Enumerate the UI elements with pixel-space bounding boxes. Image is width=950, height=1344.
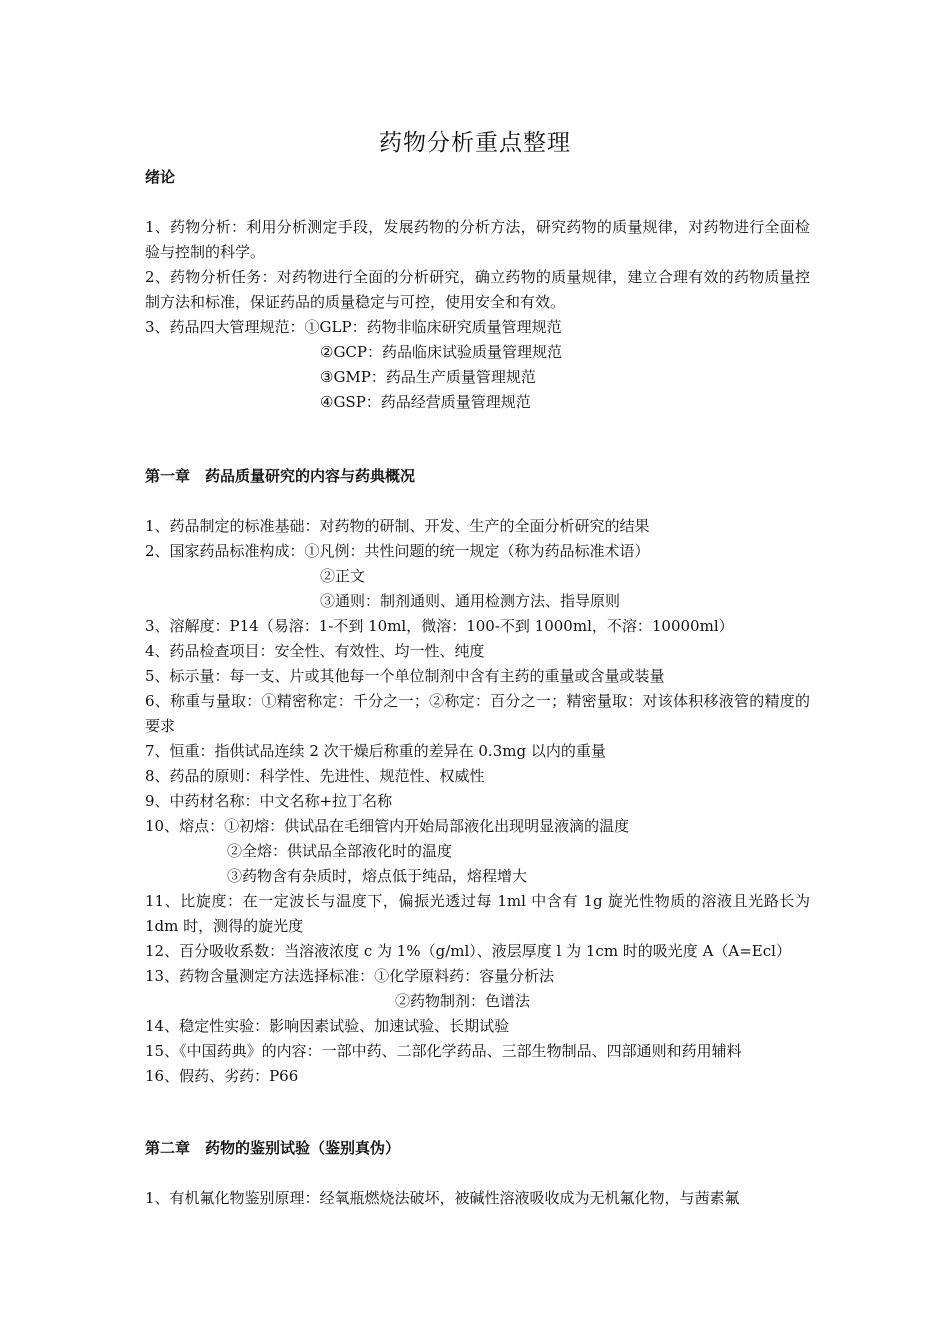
section-chapter2 — [145, 1136, 810, 1211]
list-subitem: ④GSP：药品经营质量管理规范 — [320, 393, 531, 411]
list-item: 2、药物分析任务：对药物进行全面的分析研究，确立药物的质量规律，建立合理有效的药物质量控制方法和标准，保证药品的质量稳定与可控，使用安全和有效。 — [145, 268, 810, 311]
list-item: 1、有机氟化物鉴别原理：经氧瓶燃烧法破坏，被碱性溶液吸收成为无机氟化物，与茜素氟 — [145, 1189, 740, 1207]
list-subitem: ②GCP：药品临床试验质量管理规范 — [320, 343, 563, 361]
list-item: 1、药品制定的标准基础：对药物的研制、开发、生产的全面分析研究的结果 — [145, 517, 650, 535]
list-item: 10、熔点：①初熔：供试品在毛细管内开始局部液化出现明显液滴的温度 — [145, 817, 630, 835]
page-title: 药物分析重点整理 — [379, 130, 571, 156]
section-chapter1 — [145, 464, 810, 1089]
list-item: 3、溶解度：P14（易溶：1-不到 10ml，微溶：100-不到 1000ml，不溶：10000ml） — [145, 617, 734, 635]
section-heading: 第二章 药物的鉴别试验（鉴别真伪） — [145, 1139, 401, 1157]
list-subitem: ②全熔：供试品全部液化时的温度 — [227, 842, 453, 860]
list-item: 15、《中国药典》的内容：一部中药、二部化学药品、三部生物制品、四部通则和药用辅料 — [145, 1042, 742, 1060]
list-subitem: ②正文 — [320, 567, 366, 585]
list-item: 12、百分吸收系数：当溶液浓度 c 为 1%（g/ml）、液层厚度 l 为 1cm 时的吸光度 A（A=Ecl） — [145, 942, 791, 960]
list-item: 2、国家药品标准构成：①凡例：共性问题的统一规定（称为药品标准术语） — [145, 542, 650, 560]
section-heading: 绪论 — [145, 168, 176, 186]
list-subitem: ③GMP：药品生产质量管理规范 — [320, 368, 536, 386]
list-item: 3、药品四大管理规范：①GLP：药物非临床研究质量管理规范 — [145, 318, 562, 336]
list-subitem: ③药物含有杂质时，熔点低于纯品，熔程增大 — [227, 867, 528, 885]
list-item: 16、假药、劣药：P66 — [145, 1067, 299, 1085]
section-intro — [145, 165, 810, 415]
list-item: 9、中药材名称：中文名称+拉丁名称 — [145, 792, 393, 810]
list-item: 6、称重与量取：①精密称定：千分之一；②称定：百分之一；精密量取：对该体积移液管的精度的要求 — [145, 692, 810, 735]
list-subitem: ③通则：制剂通则、通用检测方法、指导原则 — [320, 592, 621, 610]
list-item: 5、标示量：每一支、片或其他每一个单位制剂中含有主药的重量或含量或装量 — [145, 667, 665, 685]
list-item: 4、药品检查项目：安全性、有效性、均一性、纯度 — [145, 642, 485, 660]
list-item: 8、药品的原则：科学性、先进性、规范性、权威性 — [145, 767, 485, 785]
list-item: 11、比旋度：在一定波长与温度下，偏振光透过每 1ml 中含有 1g 旋光性物质的溶液且光路长为 1dm 时，测得的旋光度 — [145, 892, 810, 935]
list-item: 13、药物含量测定方法选择标准：①化学原料药：容量分析法 — [145, 967, 555, 985]
section-heading: 第一章 药品质量研究的内容与药典概况 — [145, 467, 416, 485]
list-subitem: ②药物制剂：色谱法 — [395, 992, 531, 1010]
list-item: 1、药物分析：利用分析测定手段，发展药物的分析方法，研究药物的质量规律，对药物进行全面检验与控制的科学。 — [145, 218, 810, 261]
list-item: 7、恒重：指供试品连续 2 次干燥后称重的差异在 0.3mg 以内的重量 — [145, 742, 606, 760]
list-item: 14、稳定性实验：影响因素试验、加速试验、长期试验 — [145, 1017, 510, 1035]
